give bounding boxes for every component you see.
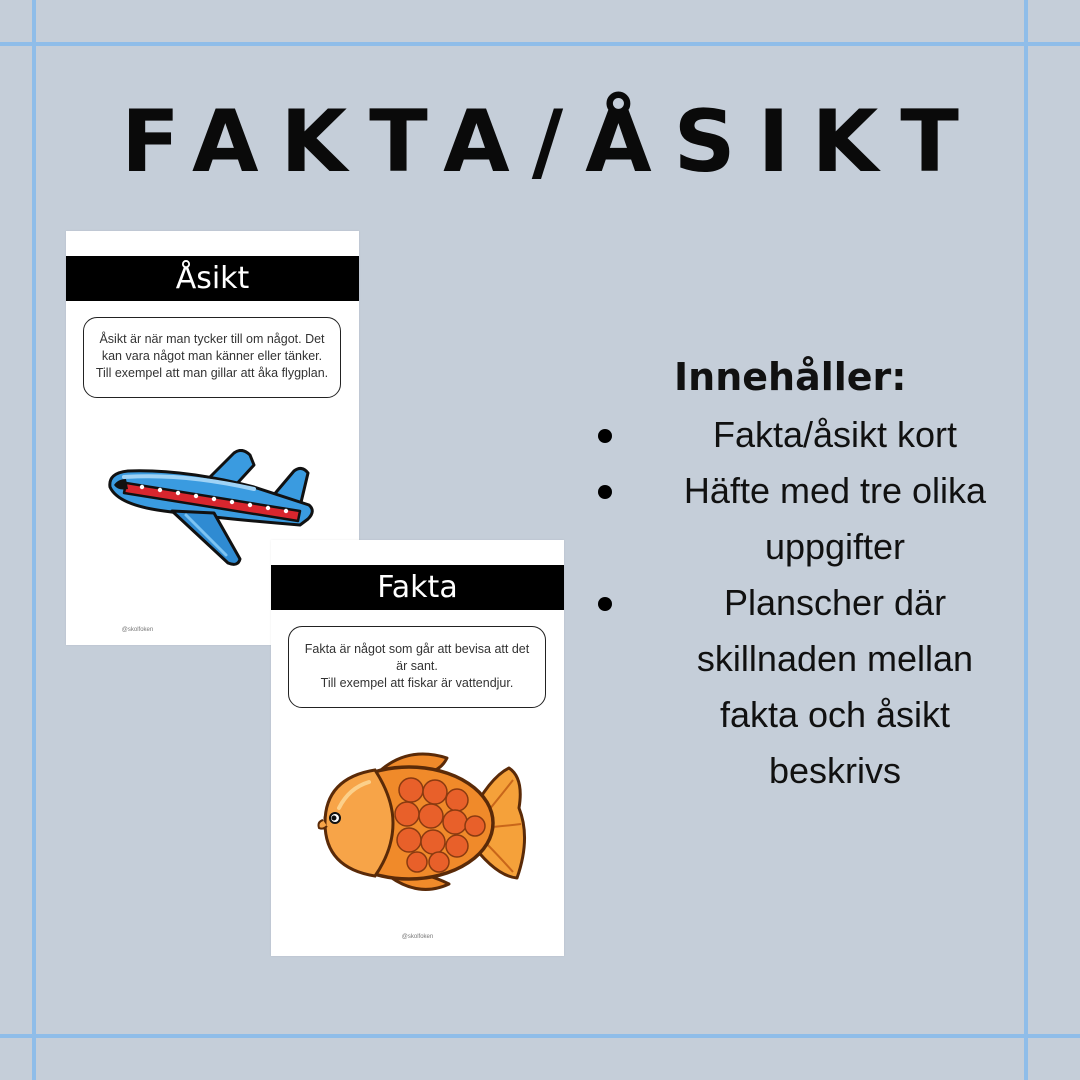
frame-line-bottom bbox=[0, 1034, 1080, 1038]
list-item-text bbox=[590, 463, 1030, 575]
fish-icon bbox=[309, 748, 529, 898]
list-item bbox=[590, 463, 1030, 575]
list-item-line: Planscher där bbox=[723, 582, 947, 623]
list-item-line: Fakta/åsikt kort bbox=[712, 414, 958, 455]
bullet-icon bbox=[598, 485, 612, 499]
asikt-card-text bbox=[83, 317, 341, 398]
asikt-card-credit: @skolfoken bbox=[121, 627, 154, 633]
list-item bbox=[590, 407, 1030, 463]
page-title: FAKTA/ÅSIKT bbox=[121, 92, 981, 192]
list-item bbox=[590, 575, 1030, 799]
list-item-line: beskrivs bbox=[768, 750, 902, 791]
asikt-card-heading: Åsikt bbox=[66, 256, 359, 301]
asikt-text-line: Till exempel att man gillar att åka flygplan. bbox=[95, 366, 329, 380]
fakta-text-line: Till exempel att fiskar är vattendjur. bbox=[320, 676, 514, 690]
fakta-text-line: Fakta är något som går att bevisa att det bbox=[304, 642, 530, 656]
contents-heading: Innehåller: bbox=[674, 355, 907, 399]
asikt-text-line: Åsikt är när man tycker till om något. Det bbox=[99, 332, 325, 346]
list-item-text bbox=[590, 575, 1030, 799]
bullet-icon bbox=[598, 429, 612, 443]
fakta-card-heading: Fakta bbox=[271, 565, 564, 610]
asikt-text-line: kan vara något man känner eller tänker. bbox=[101, 349, 323, 363]
fakta-card bbox=[271, 540, 564, 956]
list-item-line: Häfte med tre olika bbox=[683, 470, 987, 511]
fakta-text-line: är sant. bbox=[396, 659, 438, 673]
frame-line-top bbox=[0, 42, 1080, 46]
list-item-line: skillnaden mellan bbox=[696, 638, 974, 679]
fakta-card-credit: @skolfoken bbox=[401, 934, 434, 940]
list-item-text bbox=[590, 407, 1030, 463]
fakta-card-text bbox=[288, 626, 546, 708]
contents-list bbox=[590, 407, 1030, 799]
list-item-line: fakta och åsikt bbox=[719, 694, 951, 735]
list-item-line: uppgifter bbox=[764, 526, 906, 567]
bullet-icon bbox=[598, 597, 612, 611]
